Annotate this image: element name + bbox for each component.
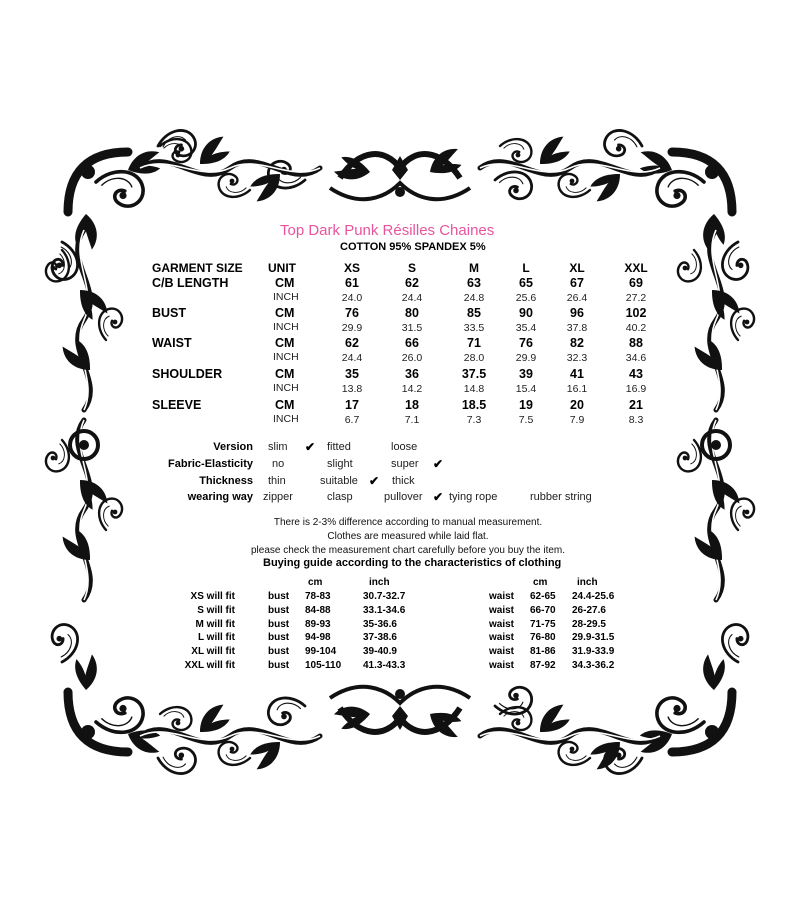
inch-value: 35.4: [515, 322, 537, 334]
guide-waist-inch: 29.9-31.5: [572, 632, 615, 644]
guide-bust-inch: 39-40.9: [363, 646, 397, 658]
inch-value: 37.8: [566, 322, 588, 334]
guide-bust-cm: 89-93: [305, 618, 331, 630]
feature-option: tying rope: [449, 491, 498, 503]
feature-option: clasp: [327, 491, 353, 503]
guide-inch-header-bust: inch: [369, 577, 390, 588]
size-header-m: M: [469, 261, 479, 275]
inch-value: 8.3: [628, 414, 644, 426]
unit-cm: CM: [275, 367, 295, 381]
cm-value: 62: [405, 276, 419, 290]
inch-value: 34.6: [625, 352, 647, 364]
guide-bust-label: bust: [268, 660, 290, 671]
cm-value: 17: [345, 398, 359, 412]
note-check-chart: please check the measurement chart carefully before you buy the item.: [250, 545, 566, 556]
guide-fit-label: XL will fit: [191, 646, 235, 658]
feature-option: loose: [391, 441, 418, 453]
guide-cm-header-bust: cm: [308, 577, 323, 588]
size-header-l: L: [522, 261, 530, 275]
garment-size-label: GARMENT SIZE: [152, 261, 243, 275]
unit-inch: INCH: [273, 321, 299, 333]
guide-bust-cm: 99-104: [305, 646, 337, 658]
cm-value: 90: [519, 306, 533, 320]
cm-value: 18: [405, 398, 419, 412]
guide-bust-inch: 35-36.6: [363, 618, 397, 630]
guide-bust-inch: 33.1-34.6: [363, 604, 406, 616]
inch-value: 14.8: [463, 383, 485, 395]
inch-value: 16.1: [566, 383, 588, 395]
guide-waist-inch: 34.3-36.2: [572, 660, 615, 671]
unit-cm: CM: [275, 306, 295, 320]
inch-value: 25.6: [515, 292, 537, 304]
guide-waist-inch: 28-29.5: [572, 618, 606, 630]
guide-bust-cm: 94-98: [305, 632, 331, 644]
note-measurement-difference: There is 2-3% difference according to manual measurement.: [273, 517, 543, 528]
size-header-s: S: [407, 261, 416, 275]
unit-cm: CM: [275, 398, 295, 412]
feature-option: slight: [327, 458, 353, 470]
size-header-xxl: XXL: [624, 261, 648, 275]
cm-value: 35: [345, 367, 359, 381]
guide-waist-cm: 76-80: [530, 632, 556, 644]
guide-waist-inch: 31.9-33.9: [572, 646, 615, 658]
cm-value: 71: [467, 336, 481, 350]
guide-fit-label: S will fit: [197, 604, 235, 616]
guide-waist-inch: 26-27.6: [572, 604, 606, 616]
inch-value: 29.9: [515, 352, 537, 364]
cm-value: 41: [570, 367, 584, 381]
cm-value: 67: [570, 276, 584, 290]
cm-value: 80: [405, 306, 419, 320]
checkmark-icon: ✔: [305, 440, 316, 454]
guide-bust-cm: 105-110: [305, 660, 342, 671]
measurement-name: SHOULDER: [152, 367, 223, 381]
guide-waist-cm: 71-75: [530, 618, 556, 630]
cm-value: 69: [629, 276, 643, 290]
buying-guide-title: Buying guide according to the characteristics of clothing: [263, 557, 562, 569]
cm-value: 63: [467, 276, 481, 290]
feature-option: no: [272, 458, 285, 470]
inch-value: 26.4: [566, 292, 588, 304]
inch-value: 26.0: [401, 352, 423, 364]
inch-value: 16.9: [625, 383, 647, 395]
guide-waist-cm: 87-92: [530, 660, 556, 671]
cm-value: 36: [405, 367, 419, 381]
guide-fit-label: M will fit: [195, 618, 235, 630]
guide-waist-cm: 81-86: [530, 646, 556, 658]
inch-value: 7.1: [404, 414, 420, 426]
inch-value: 24.4: [401, 292, 423, 304]
inch-value: 32.3: [566, 352, 588, 364]
unit-cm: CM: [275, 276, 295, 290]
guide-cm-header-waist: cm: [533, 577, 548, 588]
unit-inch: INCH: [273, 413, 299, 425]
inch-value: 7.9: [569, 414, 585, 426]
cm-value: 62: [345, 336, 359, 350]
feature-option: slim: [268, 441, 288, 453]
cm-value: 18.5: [461, 398, 487, 412]
feature-option: suitable: [320, 475, 358, 487]
guide-bust-label: bust: [268, 591, 290, 602]
guide-bust-inch: 37-38.6: [363, 632, 397, 644]
guide-waist-label: waist: [489, 618, 515, 630]
cm-value: 61: [345, 276, 359, 290]
guide-waist-cm: 62-65: [530, 591, 556, 602]
unit-inch: INCH: [273, 291, 299, 303]
size-header-xs: XS: [343, 261, 360, 275]
feature-option: thick: [392, 475, 415, 487]
cm-value: 85: [467, 306, 481, 320]
checkmark-icon: ✔: [433, 490, 444, 504]
guide-waist-inch: 24.4-25.6: [572, 591, 615, 602]
guide-bust-label: bust: [268, 618, 290, 630]
feature-option: rubber string: [530, 491, 592, 503]
cm-value: 88: [629, 336, 643, 350]
note-laid-flat: Clothes are measured while laid flat.: [327, 531, 489, 542]
guide-bust-label: bust: [268, 646, 290, 658]
size-header-xl: XL: [569, 261, 585, 275]
feature-option: zipper: [263, 491, 293, 503]
guide-fit-label: L will fit: [197, 632, 235, 644]
guide-waist-label: waist: [489, 660, 515, 671]
cm-value: 96: [570, 306, 584, 320]
inch-value: 31.5: [401, 322, 423, 334]
checkmark-icon: ✔: [433, 457, 444, 471]
guide-waist-label: waist: [489, 646, 515, 658]
guide-fit-label: XXL will fit: [184, 660, 235, 671]
measurement-name: SLEEVE: [152, 398, 202, 412]
feature-label: Fabric-Elasticity: [168, 458, 253, 470]
inch-value: 6.7: [344, 414, 360, 426]
inch-value: 15.4: [515, 383, 537, 395]
inch-value: 40.2: [625, 322, 647, 334]
cm-value: 82: [570, 336, 584, 350]
measurement-name: BUST: [152, 306, 187, 320]
cm-value: 102: [625, 306, 647, 320]
cm-value: 19: [519, 398, 533, 412]
feature-option: fitted: [327, 441, 351, 453]
guide-waist-label: waist: [489, 604, 515, 616]
guide-inch-header-waist: inch: [577, 577, 598, 588]
inch-value: 27.2: [625, 292, 647, 304]
feature-label: Thickness: [199, 475, 253, 487]
guide-waist-cm: 66-70: [530, 604, 556, 616]
inch-value: 7.5: [518, 414, 534, 426]
cm-value: 20: [570, 398, 584, 412]
measurement-name: WAIST: [152, 336, 192, 350]
checkmark-icon: ✔: [369, 474, 380, 488]
inch-value: 14.2: [401, 383, 423, 395]
cm-value: 66: [405, 336, 419, 350]
guide-bust-label: bust: [268, 632, 290, 644]
cm-value: 21: [629, 398, 643, 412]
guide-bust-inch: 41.3-43.3: [363, 660, 406, 671]
inch-value: 24.4: [341, 352, 363, 364]
page-title: Top Dark Punk Résilles Chaines: [280, 222, 495, 239]
cm-value: 76: [519, 336, 533, 350]
cm-value: 43: [629, 367, 643, 381]
inch-value: 7.3: [466, 414, 482, 426]
inch-value: 28.0: [463, 352, 485, 364]
guide-bust-cm: 78-83: [305, 591, 331, 602]
cm-value: 76: [345, 306, 359, 320]
inch-value: 24.0: [341, 292, 363, 304]
inch-value: 33.5: [463, 322, 485, 334]
inch-value: 13.8: [341, 383, 363, 395]
inch-value: 24.8: [463, 292, 485, 304]
cm-value: 39: [519, 367, 533, 381]
guide-waist-label: waist: [489, 591, 515, 602]
feature-option: thin: [268, 475, 286, 487]
unit-cm: CM: [275, 336, 295, 350]
guide-bust-inch: 30.7-32.7: [363, 591, 406, 602]
cm-value: 65: [519, 276, 533, 290]
composition: COTTON 95% SPANDEX 5%: [340, 241, 486, 253]
feature-label: Version: [213, 441, 253, 453]
feature-option: pullover: [384, 491, 423, 503]
feature-option: super: [391, 458, 419, 470]
guide-waist-label: waist: [489, 632, 515, 644]
measurement-name: C/B LENGTH: [152, 276, 229, 290]
unit-inch: INCH: [273, 382, 299, 394]
guide-bust-cm: 84-88: [305, 604, 331, 616]
guide-bust-label: bust: [268, 604, 290, 616]
feature-label: wearing way: [187, 491, 253, 503]
inch-value: 29.9: [341, 322, 363, 334]
cm-value: 37.5: [461, 367, 487, 381]
unit-header: UNIT: [268, 261, 296, 275]
guide-fit-label: XS will fit: [190, 591, 235, 602]
unit-inch: INCH: [273, 351, 299, 363]
